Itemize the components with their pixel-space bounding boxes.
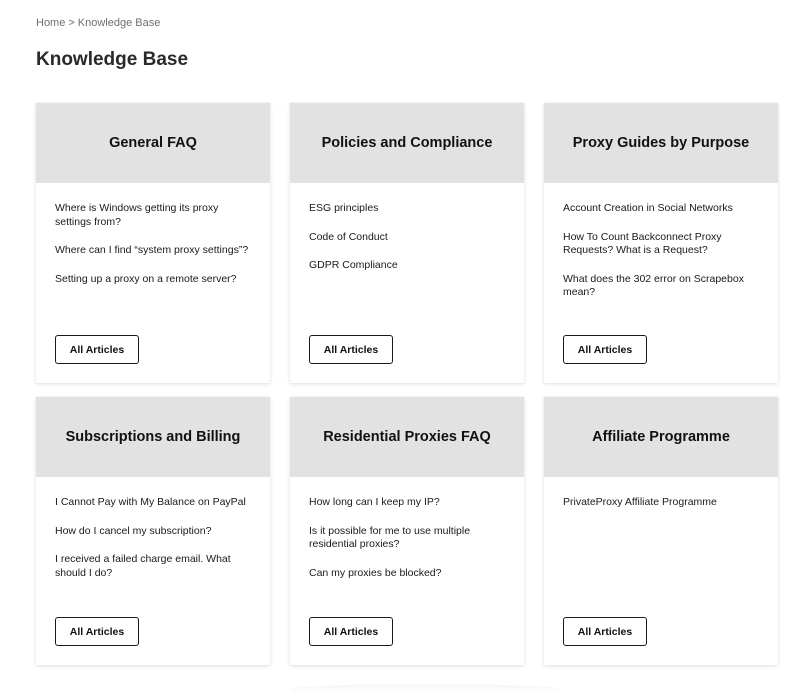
all-articles-button[interactable]: All Articles — [309, 617, 393, 646]
all-articles-button[interactable]: All Articles — [309, 335, 393, 364]
article-link[interactable]: Code of Conduct — [309, 230, 388, 243]
category-card-subscriptions-billing — [36, 397, 270, 665]
category-card-affiliate-programme — [544, 397, 778, 665]
breadcrumb-home-link[interactable]: Home — [36, 17, 66, 29]
card-article-list — [544, 183, 778, 300]
article-link[interactable]: Setting up a proxy on a remote server? — [55, 272, 237, 285]
category-card-residential-proxies — [290, 397, 524, 665]
article-link[interactable]: I Cannot Pay with My Balance on PayPal — [55, 496, 246, 508]
card-title: Affiliate Programme — [544, 397, 778, 477]
card-title: Proxy Guides by Purpose — [544, 103, 778, 183]
card-article-list — [290, 183, 524, 273]
article-link[interactable]: PrivateProxy Affiliate Programme — [563, 496, 717, 508]
article-link[interactable]: ESG principles — [309, 202, 379, 214]
article-link[interactable]: How do I cancel my subscription? — [55, 524, 212, 537]
category-card-general-faq — [36, 103, 270, 383]
card-title: Residential Proxies FAQ — [290, 397, 524, 477]
all-articles-button[interactable]: All Articles — [563, 335, 647, 364]
breadcrumb-separator: > — [68, 17, 75, 29]
all-articles-button[interactable]: All Articles — [55, 617, 139, 646]
article-link[interactable]: How long can I keep my IP? — [309, 496, 440, 508]
card-title: Policies and Compliance — [290, 103, 524, 183]
next-card-shadow — [290, 684, 560, 694]
category-card-proxy-guides — [544, 103, 778, 383]
article-link[interactable]: Account Creation in Social Networks — [563, 202, 733, 214]
article-link[interactable]: What does the 302 error on Scrapebox mean? — [563, 272, 744, 298]
card-title: General FAQ — [36, 103, 270, 183]
card-article-list — [36, 183, 270, 286]
card-article-list — [290, 477, 524, 580]
article-link[interactable]: GDPR Compliance — [309, 259, 398, 271]
page-title: Knowledge Base — [36, 49, 189, 70]
article-link[interactable]: Is it possible for me to use multiple residential proxies? — [309, 524, 471, 550]
all-articles-button[interactable]: All Articles — [563, 617, 647, 646]
article-link[interactable]: I received a failed charge email. What should I do? — [55, 553, 231, 579]
card-article-list — [544, 477, 778, 510]
article-link[interactable]: How To Count Backconnect Proxy Requests? What is a Request? — [563, 230, 722, 256]
card-article-list — [36, 477, 270, 580]
all-articles-button[interactable]: All Articles — [55, 335, 139, 364]
article-link[interactable]: Where can I find “system proxy settings”? — [55, 244, 249, 256]
category-card-policies-compliance — [290, 103, 524, 383]
card-title: Subscriptions and Billing — [36, 397, 270, 477]
article-link[interactable]: Can my proxies be blocked? — [309, 566, 442, 579]
breadcrumb-current: Knowledge Base — [77, 17, 161, 29]
article-link[interactable]: Where is Windows getting its proxy settings from? — [55, 202, 219, 228]
breadcrumb — [36, 17, 160, 29]
